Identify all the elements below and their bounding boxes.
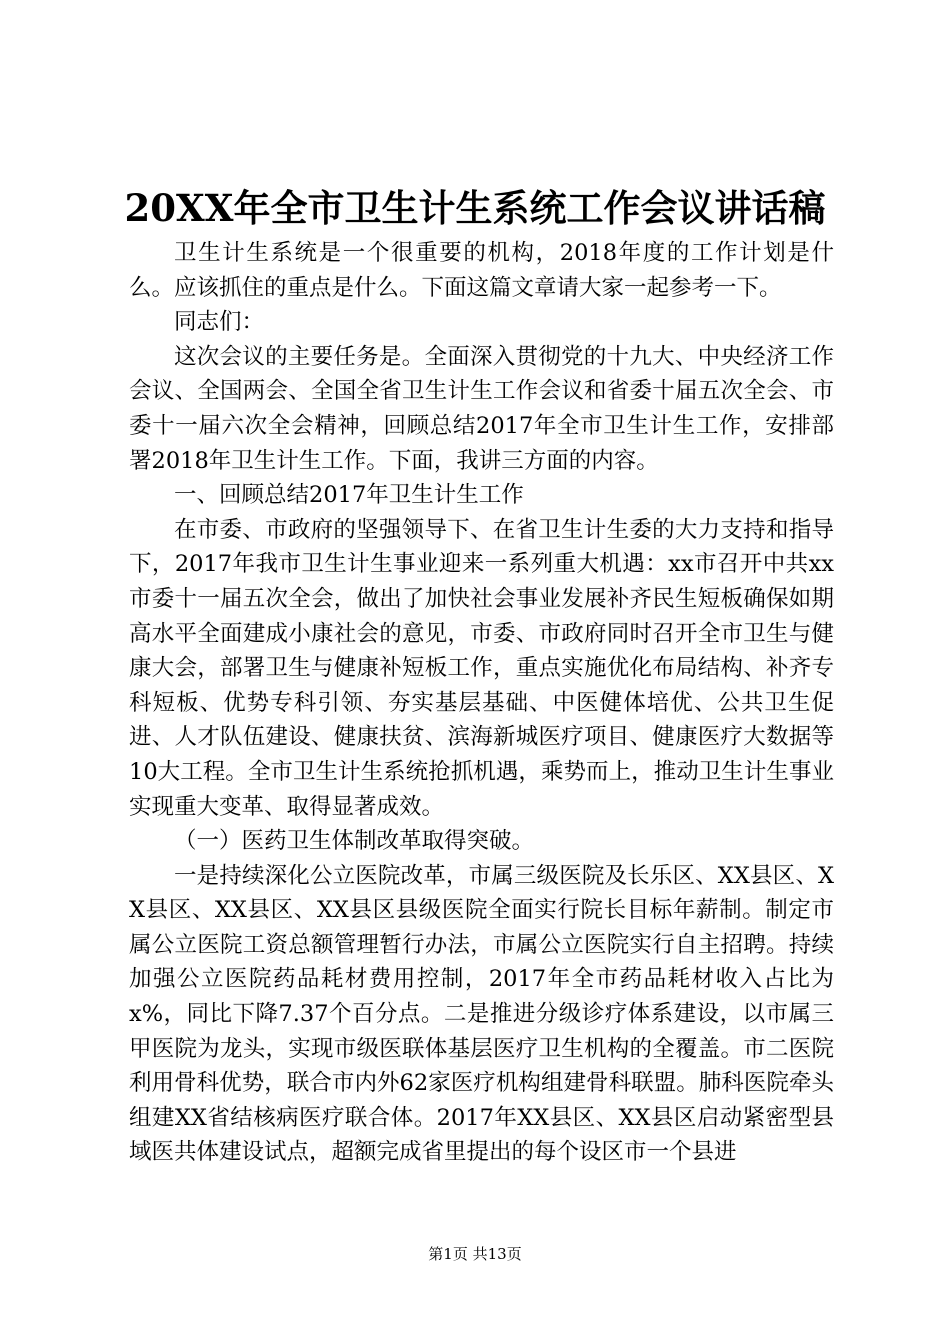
body-paragraph: 这次会议的主要任务是。全面深入贯彻党的十九大、中央经济工作会议、全国两会、全国全省卫生计生工作会议和省委十届五次全会、市委十一届六次全会精神，回顾总结2017年全市卫生计生工作，安排部署2018年卫生计生工作。下面，我讲三方面的内容。 xyxy=(129,343,834,474)
document-body xyxy=(129,236,834,1170)
page-number-footer: 第1页 共13页 xyxy=(428,1245,522,1263)
body-paragraph: 在市委、市政府的坚强领导下、在省卫生计生委的大力支持和指导下，2017年我市卫生计生事业迎来一系列重大机遇：xx市召开中共xx市委十一届五次全会，做出了加快社会事业发展补齐民生短板确保如期高水平全面建成小康社会的意见，市委、市政府同时召开全市卫生与健康大会，部署卫生与健康补短板工作，重点实施优化布局结构、补齐专科短板、优势专科引领、夯实基层基础、中医健体培优、公共卫生促进、人才队伍建设、健康扶贫、滨海新城医疗项目、健康医疗大数据等10大工程。全市卫生计生系统抢抓机遇，乘势而上，推动卫生计生事业实现重大变革、取得显著成效。 xyxy=(129,516,834,820)
subsection-heading: （一）医药卫生体制改革取得突破。 xyxy=(174,828,535,855)
intro-paragraph: 卫生计生系统是一个很重要的机构，2018年度的工作计划是什么。应该抓住的重点是什么。下面这篇文章请大家一起参考一下。 xyxy=(129,240,834,301)
salutation: 同志们： xyxy=(174,309,265,336)
body-paragraph: 一是持续深化公立医院改革，市属三级医院及长乐区、XX县区、XX县区、XX县区、XX县区县级医院全面实行院长目标年薪制。制定市属公立医院工资总额管理暂行办法，市属公立医院实行自主招聘。持续加强公立医院药品耗材费用控制，2017年全市药品耗材收入占比为x%，同比下降7.37个百分点。二是推进分级诊疗体系建设，以市属三甲医院为龙头，实现市级医联体基层医疗卫生机构的全覆盖。市二医院利用骨科优势，联合市内外62家医疗机构组建骨科联盟。肺科医院牵头组建XX省结核病医疗联合体。2017年XX县区、XX县区启动紧密型县域医共体建设试点，超额完成省里提出的每个设区市一个县进 xyxy=(129,862,834,1166)
document-title: 20XX年全市卫生计生系统工作会议讲话稿 xyxy=(124,186,826,230)
section-heading: 一、回顾总结2017年卫生计生工作 xyxy=(174,482,524,509)
